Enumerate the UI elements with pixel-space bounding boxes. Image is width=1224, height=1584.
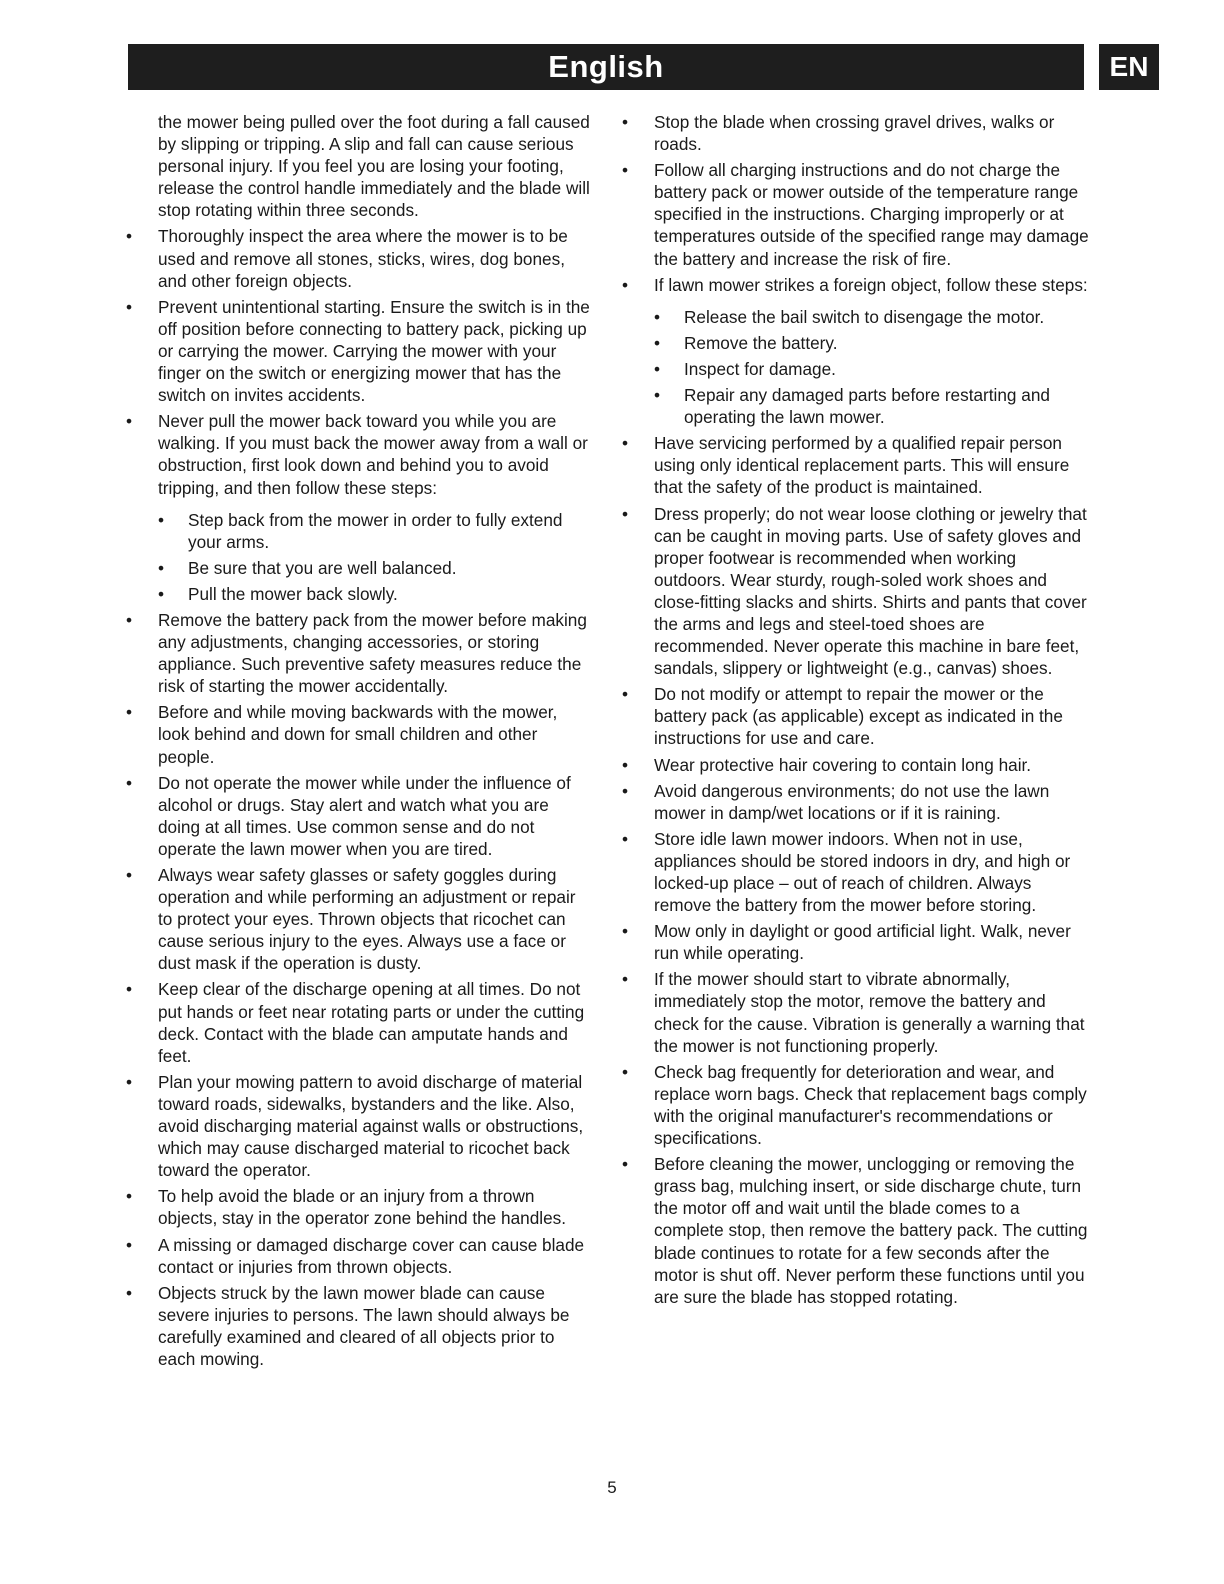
bullet-text: Keep clear of the discharge opening at all times. Do not put hands or feet near rotating parts or under the cutting deck. Contact with the blade can amputate hands and feet. bbox=[158, 979, 585, 1066]
bullet-item bbox=[622, 780, 1092, 824]
bullet-icon: • bbox=[654, 358, 661, 379]
bullet-text: Remove the battery pack from the mower before making any adjustments, changing accessories, or storing appliance. Such preventive safety measures reduce the risk of starting the mower accidentally. bbox=[158, 609, 587, 697]
bullet-item bbox=[126, 1071, 590, 1181]
bullet-item bbox=[622, 828, 1092, 916]
bullet-icon: • bbox=[622, 503, 629, 524]
bullet-icon: • bbox=[158, 509, 165, 530]
bullet-text: Before and while moving backwards with the mower, look behind and down for small children and other people. bbox=[158, 702, 558, 767]
left-sublist bbox=[126, 509, 590, 605]
bullet-text: Objects struck by the lawn mower blade can cause severe injuries to persons. The lawn should always be carefully examined and cleared of all objects prior to each mowing. bbox=[158, 1282, 570, 1369]
page-number: 5 bbox=[607, 1478, 617, 1497]
bullet-item bbox=[126, 701, 590, 767]
bullet-icon: • bbox=[622, 754, 629, 775]
sub-bullet-item bbox=[126, 557, 590, 579]
bullet-icon: • bbox=[126, 296, 133, 317]
bullet-item bbox=[622, 432, 1092, 498]
bullet-icon: • bbox=[126, 609, 133, 630]
sub-bullet-item bbox=[622, 306, 1092, 328]
language-code: EN bbox=[1109, 51, 1149, 82]
bullet-icon: • bbox=[126, 702, 133, 723]
bullet-text: Have servicing performed by a qualified repair person using only identical replacement parts. This will ensure that the safety of the product is maintained. bbox=[654, 433, 1070, 498]
sub-bullet-item bbox=[622, 384, 1092, 428]
left-list-part-2 bbox=[126, 609, 590, 1370]
right-sublist bbox=[622, 306, 1092, 428]
bullet-text: Always wear safety glasses or safety goggles during operation and while performing an adjustment or repair to protect your eyes. Thrown objects that ricochet can cause serious injury to the eyes. Always use a face or dust mask if the operation is dusty. bbox=[158, 865, 576, 974]
bullet-item bbox=[126, 772, 590, 860]
bullet-icon: • bbox=[622, 433, 629, 454]
bullet-item bbox=[126, 978, 590, 1066]
bullet-icon: • bbox=[126, 411, 133, 432]
bullet-icon: • bbox=[126, 1186, 133, 1207]
sub-bullet-text: Remove the battery. bbox=[684, 332, 838, 353]
left-list-part-1 bbox=[126, 225, 590, 498]
bullet-item bbox=[622, 754, 1092, 776]
bullet-text: Dress properly; do not wear loose clothing or jewelry that can be caught in moving parts. Use of safety gloves and proper footwear is recommended when working outdoors. Wear sturdy, rough-soled work shoes and close-fitting slacks and shirts. Shirts and pants that cover the arms and legs and steel-toed shoes are recommended. Never operate this machine in bare feet, sandals, slippery or lightweight (e.g., canvas) shoes. bbox=[654, 503, 1087, 679]
continued-paragraph: the mower being pulled over the foot during a fall caused by slipping or tripping. A slip and fall can cause serious personal injury. If you feel you are losing your footing, release the control handle immediately and the blade will stop rotating within three seconds. bbox=[158, 112, 590, 221]
bullet-text: A missing or damaged discharge cover can cause blade contact or injuries from thrown objects. bbox=[158, 1234, 585, 1277]
sub-bullet-text: Step back from the mower in order to fully extend your arms. bbox=[188, 509, 563, 552]
left-column bbox=[126, 111, 590, 1374]
bullet-text: Never pull the mower back toward you while you are walking. If you must back the mower away from a wall or obstruction, first look down and behind you to avoid tripping, and then follow these steps: bbox=[158, 411, 588, 498]
bullet-text: Before cleaning the mower, unclogging or removing the grass bag, mulching insert, or side discharge chute, turn the motor off and wait until the blade comes to a complete stop, then remove the battery pack. The cutting blade continues to rotate for a few seconds after the motor is shut off. Never perform these functions until you are sure the blade has stopped rotating. bbox=[654, 1154, 1088, 1307]
bullet-icon: • bbox=[622, 780, 629, 801]
sub-bullet-text: Be sure that you are well balanced. bbox=[188, 557, 457, 578]
bullet-text: Plan your mowing pattern to avoid discharge of material toward roads, sidewalks, bystanders and the like. Also, avoid discharging material against walls or obstructions, which may cause discharged material to ricochet back toward the operator. bbox=[158, 1071, 584, 1181]
bullet-item bbox=[126, 225, 590, 291]
bullet-item bbox=[622, 159, 1092, 269]
bullet-item bbox=[126, 1185, 590, 1229]
bullet-text: Mow only in daylight or good artificial light. Walk, never run while operating. bbox=[654, 921, 1071, 964]
bullet-icon: • bbox=[126, 865, 133, 885]
sub-bullet-text: Release the bail switch to disengage the motor. bbox=[684, 306, 1045, 327]
bullet-icon: • bbox=[126, 1234, 133, 1255]
bullet-item bbox=[126, 1282, 590, 1370]
sub-bullet-item bbox=[126, 509, 590, 553]
bullet-icon: • bbox=[654, 306, 661, 327]
bullet-text: If the mower should start to vibrate abnormally, immediately stop the motor, remove the battery and check for the cause. Vibration is generally a warning that the mower is not functioning properly. bbox=[654, 969, 1085, 1056]
bullet-text: Thoroughly inspect the area where the mower is to be used and remove all stones, sticks, wires, dog bones, and other foreign objects. bbox=[158, 226, 568, 291]
bullet-item bbox=[622, 968, 1092, 1056]
bullet-text: Follow all charging instructions and do not charge the battery pack or mower outside of the temperature range specified in the instructions. Charging improperly or at temperatures outside of the specified range may damage the battery and increase the risk of fire. bbox=[654, 160, 1089, 269]
sub-bullet-item bbox=[622, 358, 1092, 380]
bullet-icon: • bbox=[126, 226, 133, 247]
bullet-item bbox=[126, 296, 590, 406]
right-list-part-2 bbox=[622, 432, 1092, 1308]
section-title: English bbox=[548, 49, 664, 84]
bullet-icon: • bbox=[622, 1061, 629, 1082]
bullet-text: If lawn mower strikes a foreign object, follow these steps: bbox=[654, 274, 1088, 295]
bullet-icon: • bbox=[654, 332, 661, 353]
bullet-icon: • bbox=[622, 684, 629, 705]
bullet-text: Do not operate the mower while under the influence of alcohol or drugs. Stay alert and watch what you are doing at all times. Use common sense and do not operate the lawn mower when you are tired. bbox=[158, 772, 571, 859]
bullet-icon: • bbox=[622, 1154, 629, 1175]
bullet-icon: • bbox=[126, 772, 133, 793]
bullet-text: To help avoid the blade or an injury from a thrown objects, stay in the operator zone behind the handles. bbox=[158, 1186, 567, 1229]
bullet-item bbox=[126, 609, 590, 697]
bullet-item bbox=[126, 1234, 590, 1278]
bullet-item bbox=[622, 683, 1092, 749]
sub-bullet-item bbox=[622, 332, 1092, 354]
bullet-text: Store idle lawn mower indoors. When not in use, appliances should be stored indoors in dry, and high or locked-up place – out of reach of children. Always remove the battery from the mower before storing. bbox=[654, 828, 1071, 916]
right-list-part-1 bbox=[622, 111, 1092, 296]
bullet-item bbox=[126, 410, 590, 498]
bullet-icon: • bbox=[622, 274, 629, 295]
bullet-text: Do not modify or attempt to repair the mower or the battery pack (as applicable) except as indicated in the instructions for use and care. bbox=[654, 684, 1063, 749]
bullet-icon: • bbox=[622, 969, 629, 990]
bullet-icon: • bbox=[654, 385, 661, 406]
bullet-icon: • bbox=[622, 112, 629, 132]
bullet-icon: • bbox=[126, 979, 133, 1000]
sub-bullet-text: Inspect for damage. bbox=[684, 358, 836, 379]
bullet-icon: • bbox=[126, 1071, 133, 1092]
section-header-bar bbox=[128, 44, 1084, 90]
sub-bullet-item bbox=[126, 583, 590, 605]
bullet-item bbox=[126, 864, 590, 974]
bullet-text: Prevent unintentional starting. Ensure the switch is in the off position before connecting to battery pack, picking up or carrying the mower. Carrying the mower with your finger on the switch or energizing mower that has the switch on invites accidents. bbox=[158, 296, 590, 406]
right-column bbox=[622, 111, 1092, 1312]
bullet-icon: • bbox=[622, 828, 629, 849]
bullet-text: Wear protective hair covering to contain long hair. bbox=[654, 754, 1032, 775]
bullet-item bbox=[622, 111, 1092, 155]
bullet-item bbox=[622, 1153, 1092, 1308]
bullet-item bbox=[622, 920, 1092, 964]
bullet-icon: • bbox=[158, 583, 165, 604]
bullet-text: Check bag frequently for deterioration and wear, and replace worn bags. Check that replacement bags comply with the original manufacturer's recommendations or specifications. bbox=[654, 1061, 1087, 1149]
sub-bullet-text: Pull the mower back slowly. bbox=[188, 583, 398, 604]
sub-bullet-text: Repair any damaged parts before restarting and operating the lawn mower. bbox=[684, 385, 1050, 428]
bullet-item bbox=[622, 503, 1092, 680]
language-badge bbox=[1099, 44, 1159, 90]
bullet-text: Avoid dangerous environments; do not use the lawn mower in damp/wet locations or if it is raining. bbox=[654, 780, 1050, 823]
bullet-icon: • bbox=[622, 921, 629, 942]
bullet-item bbox=[622, 274, 1092, 296]
bullet-item bbox=[622, 1061, 1092, 1149]
bullet-icon: • bbox=[622, 160, 629, 181]
bullet-icon: • bbox=[126, 1282, 133, 1303]
bullet-text: Stop the blade when crossing gravel drives, walks or roads. bbox=[654, 112, 1055, 155]
bullet-icon: • bbox=[158, 557, 165, 578]
